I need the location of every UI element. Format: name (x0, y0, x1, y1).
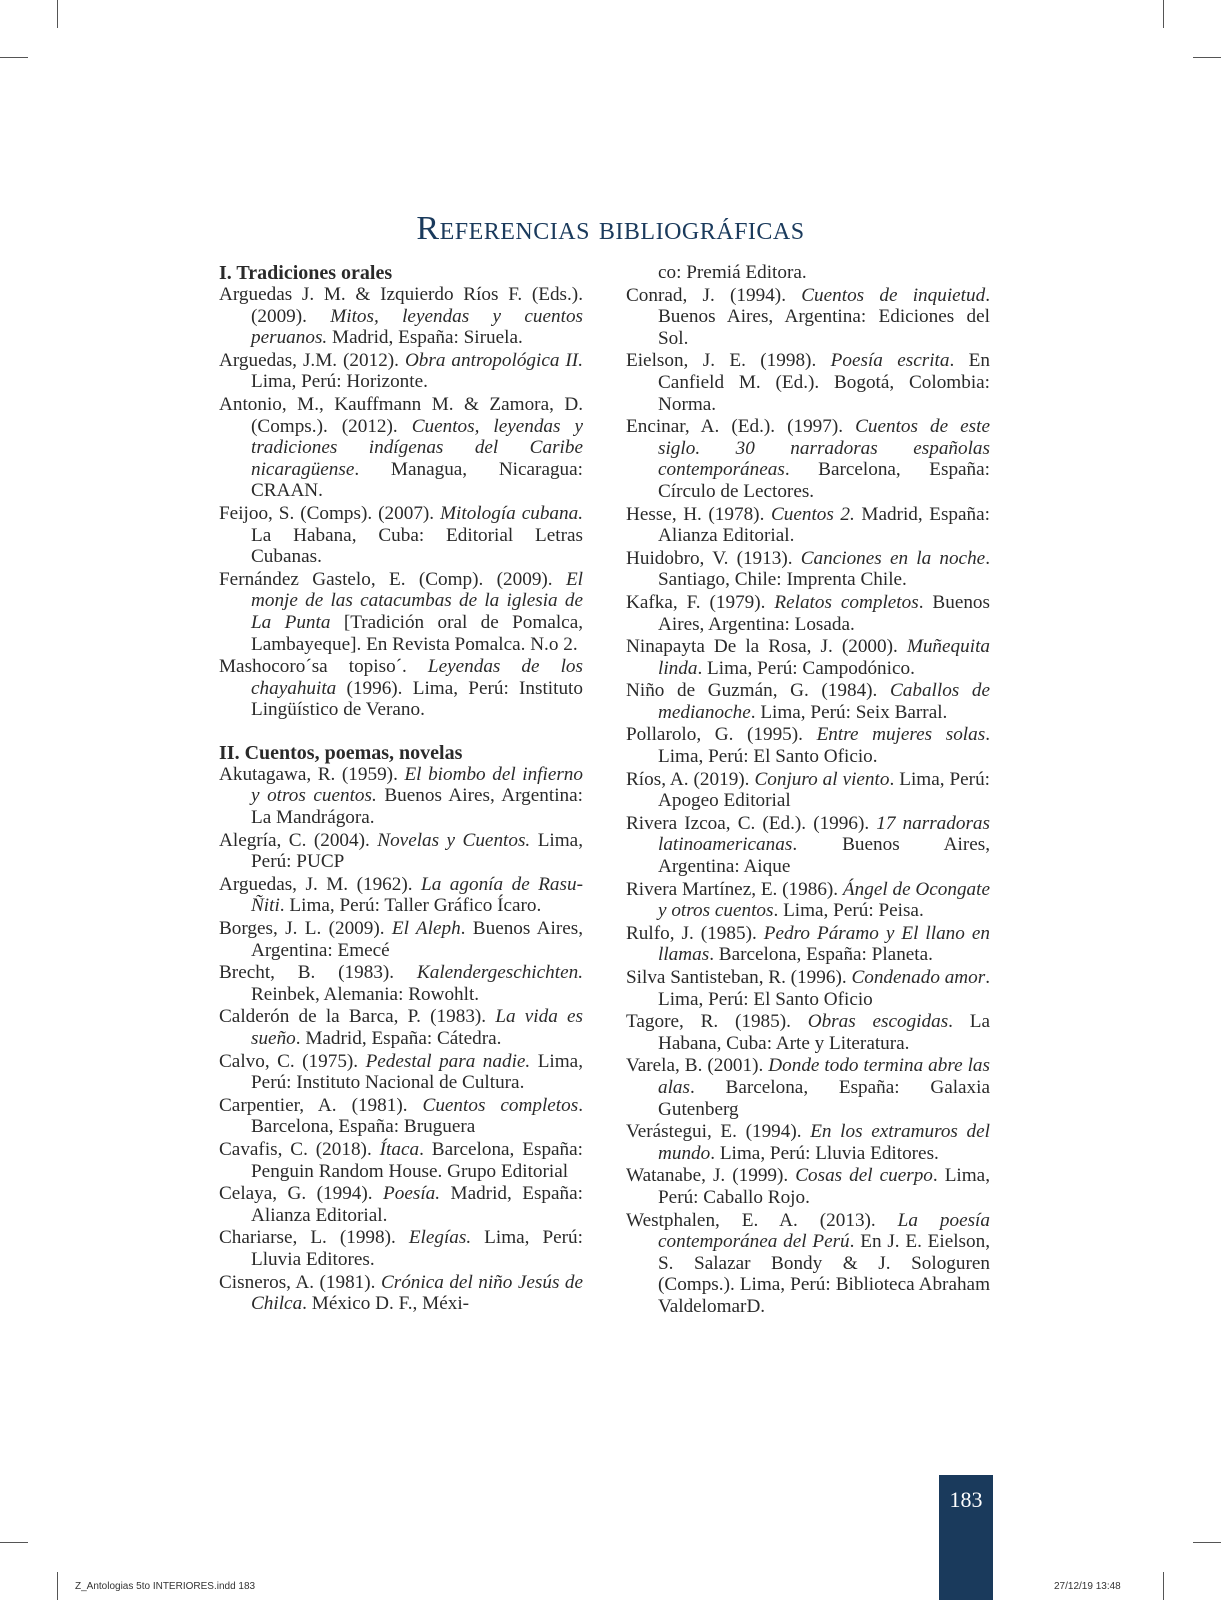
section-heading-cuentos: II. Cuentos, poemas, novelas (219, 741, 463, 764)
reference-text: . Barcelona, España: Galaxia Gutenberg (658, 1076, 990, 1120)
reference-entry (626, 813, 990, 878)
reference-entry (219, 1051, 583, 1094)
reference-text: Buenos Aires, Argentina: La Mandrágora. (251, 785, 583, 829)
reference-text: . La Habana, Cuba: Arte y Literatura. (658, 1011, 990, 1054)
reference-text: . Barcelona, España: Bruguera (251, 1094, 583, 1138)
reference-text: . Lima, Perú: Taller Gráfico Ícaro. (279, 895, 542, 917)
reference-text: Westphalen, E. A. (2013). (626, 1209, 898, 1231)
reference-title: Relatos completos (774, 591, 919, 613)
reference-title: Cuentos de inquietud (801, 284, 986, 306)
reference-title: El monje de las catacumbas de la iglesia de La Punta (251, 568, 583, 633)
reference-entry (219, 394, 583, 502)
reference-entry (626, 1121, 990, 1164)
reference-text: . Lima, Perú: El Santo Oficio (658, 967, 991, 1010)
reference-text: . Madrid, España: Cátedra. (295, 1028, 502, 1049)
reference-title: Cosas del cuerpo (795, 1165, 933, 1187)
reference-text: . Buenos Aires, Argentina: Emecé (251, 918, 583, 961)
crop-mark-left-top (0, 57, 28, 58)
reference-title: En los extramuros del mundo (658, 1121, 990, 1164)
reference-text: Watanabe, J. (1999). (626, 1165, 796, 1187)
reference-title: Pedro Páramo y El llano en llamas (658, 922, 990, 966)
reference-text: Pollarolo, G. (1995). (626, 724, 817, 746)
reference-entry (626, 416, 990, 502)
reference-title: Poesía. (383, 1183, 441, 1205)
reference-text: Madrid, España: Alianza Editorial. (251, 1183, 583, 1226)
reference-text: Fernández Gastelo, E. (Comp). (2009). (219, 568, 566, 590)
reference-entry (219, 569, 583, 655)
reference-title: La agonía de Rasu-Ñiti (251, 873, 583, 917)
cuentos-reference-list-right (626, 285, 990, 1318)
reference-text: . Buenos Aires, Argentina: Losada. (658, 591, 990, 635)
reference-entry (626, 350, 990, 415)
reference-text: Conrad, J. (1994). (626, 284, 802, 306)
reference-text: Mashocoro´sa topiso´. (219, 656, 428, 678)
reference-text: Calderón de la Barca, P. (1983). (219, 1006, 496, 1028)
reference-text: Niño de Guzmán, G. (1984). (626, 680, 890, 702)
reference-text: Antonio, M., Kauffmann M. & Zamora, D. (Comps.). (2012). (219, 393, 583, 437)
left-column (219, 262, 583, 1316)
page-title: Referencias bibliográficas (416, 210, 805, 247)
reference-title: Muñequita linda (658, 636, 990, 679)
reference-text: . Buenos Aires, Argentina: Ediciones del Sol. (658, 284, 991, 349)
reference-entry (219, 656, 583, 721)
reference-title: Cuentos completos (422, 1094, 579, 1116)
reference-text: . Buenos Aires, Argentina: Aique (658, 834, 990, 878)
reference-text: Hesse, H. (1978). (626, 503, 771, 525)
reference-text: Lima, Perú: Lluvia Editores. (251, 1227, 583, 1270)
reference-title: Novelas y Cuentos. (377, 829, 531, 851)
reference-entry (219, 1227, 583, 1270)
reference-title: El biombo del infierno y otros cuentos. (251, 763, 583, 807)
reference-entry (219, 1006, 583, 1049)
reference-entry (626, 504, 990, 547)
reference-text: . Barcelona, España: Penguin Random House. Grupo Editorial (251, 1138, 583, 1182)
reference-text: Ninapayta De la Rosa, J. (2000). (626, 636, 907, 658)
reference-title: Leyendas de los chayahuita (251, 656, 583, 699)
crop-mark-left-bottom (0, 1542, 28, 1543)
reference-text: Arguedas J. M. & Izquierdo Ríos F. (Eds.). (2009). (219, 284, 583, 327)
reference-continuation: co: Premiá Editora. (658, 262, 807, 283)
reference-entry (219, 830, 583, 873)
footer-file-info: Z_Antologias 5to INTERIORES.indd 183 (75, 1581, 256, 1592)
reference-text: Ríos, A. (2019). (626, 768, 755, 790)
reference-text: . Lima, Perú: El Santo Oficio. (658, 724, 990, 768)
reference-entry (219, 962, 583, 1005)
reference-title: La poesía contemporánea del Perú (658, 1209, 990, 1253)
reference-text: Reinbek, Alemania: Rowohlt. (251, 983, 480, 1005)
reference-entry (626, 680, 990, 723)
right-column (626, 262, 990, 1319)
reference-text: Cavafis, C. (2018). (219, 1138, 380, 1160)
reference-entry (626, 1055, 990, 1120)
crop-mark-right-top (1193, 57, 1221, 58)
reference-text: Calvo, C. (1975). (219, 1050, 366, 1072)
reference-text: Tagore, R. (1985). (626, 1011, 808, 1033)
reference-text: Celaya, G. (1994). (219, 1183, 384, 1205)
reference-text: La Habana, Cuba: Editorial Letras Cubanas. (251, 524, 583, 568)
reference-entry (626, 636, 990, 679)
reference-entry (626, 1210, 990, 1318)
reference-title: Caballos de medianoche (658, 680, 990, 723)
reference-title: Entre mujeres solas (816, 724, 986, 746)
reference-entry (626, 769, 990, 812)
reference-text: Encinar, A. (Ed.). (1997). (626, 416, 856, 438)
reference-text: . Lima, Perú: Apogeo Editorial (658, 768, 990, 812)
reference-entry (219, 1095, 583, 1138)
reference-entry (626, 1011, 990, 1054)
reference-text: Verástegui, E. (1994). (626, 1121, 811, 1143)
reference-text: Rivera Martínez, E. (1986). (626, 878, 843, 900)
reference-text: Huidobro, V. (1913). (626, 547, 801, 569)
reference-text: Silva Santisteban, R. (1996). (626, 967, 852, 988)
reference-text: Varela, B. (2001). (626, 1055, 769, 1077)
reference-text: . México D. F., Méxi- (302, 1293, 470, 1315)
reference-text: . Lima, Perú: Peisa. (773, 900, 924, 922)
reference-entry (219, 503, 583, 568)
reference-text: Borges, J. L. (2009). (219, 918, 392, 940)
reference-entry (626, 285, 990, 350)
oral-reference-list (219, 284, 583, 721)
reference-text: Feijoo, S. (Comps). (2007). (219, 502, 441, 524)
cuentos-reference-list-left (219, 764, 583, 1315)
reference-title: Conjuro al viento (754, 768, 890, 790)
reference-title: Mitos, leyendas y cuentos peruanos. (251, 305, 584, 349)
footer-timestamp: 27/12/19 13:48 (1054, 1581, 1121, 1592)
reference-text: . Lima, Perú: Seix Barral. (750, 701, 948, 723)
reference-text: . Santiago, Chile: Imprenta Chile. (658, 547, 990, 591)
reference-title: La vida es sueño (251, 1006, 583, 1049)
reference-entry (626, 879, 990, 922)
reference-entry (219, 764, 583, 829)
reference-text: Lima, Perú: PUCP (251, 829, 583, 873)
reference-title: Pedestal para nadie. (365, 1050, 531, 1072)
reference-entry (219, 1272, 583, 1315)
reference-text: Brecht, B. (1983). (219, 962, 417, 984)
reference-text: Cisneros, A. (1981). (219, 1271, 381, 1293)
reference-text: Madrid, España: Siruela. (327, 327, 523, 349)
section-heading-oral: I. Tradiciones orales (219, 262, 393, 284)
reference-title: Ángel de Ocongate y otros cuentos (658, 878, 990, 922)
reference-text: Kafka, F. (1979). (626, 591, 775, 613)
reference-entry (626, 967, 990, 1010)
reference-text: . Lima, Perú: Caballo Rojo. (658, 1165, 990, 1208)
reference-title: El Aleph (391, 918, 461, 940)
reference-entry (219, 1183, 583, 1226)
reference-entry (626, 724, 990, 767)
reference-title: Canciones en la noche (800, 547, 986, 569)
reference-text: Alegría, C. (2004). (219, 829, 378, 851)
reference-title: Cuentos 2. (770, 503, 855, 525)
reference-title: Elegías. (408, 1227, 472, 1249)
reference-entry (219, 1139, 583, 1182)
reference-text: Rulfo, J. (1985). (626, 922, 764, 944)
crop-mark-top-right (1163, 0, 1164, 28)
reference-text: . Barcelona, España: Círculo de Lectores. (658, 459, 990, 502)
reference-text: Chariarse, L. (1998). (219, 1227, 409, 1249)
reference-text: Akutagawa, R. (1959). (219, 763, 405, 785)
reference-entry (219, 350, 583, 393)
reference-text: Madrid, España: Alianza Editorial. (658, 503, 990, 547)
reference-text: Arguedas, J.M. (2012). (219, 349, 405, 371)
reference-text: (1996). Lima, Perú: Instituto Lingüístico de Verano. (251, 677, 583, 721)
reference-title: Cuentos de este siglo. 30 narradoras españolas contemporáneas (658, 416, 990, 481)
reference-text: . Managua, Nicaragua: CRAAN. (251, 458, 583, 502)
reference-text: Eielson, J. E. (1998). (626, 350, 831, 372)
reference-text: Carpentier, A. (1981). (219, 1094, 423, 1116)
reference-title: Kalendergeschichten. (416, 962, 583, 984)
reference-title: Cuentos, leyendas y tradiciones indígenas del Caribe nicaragüense (251, 415, 583, 480)
reference-text: Arguedas, J. M. (1962). (219, 873, 422, 895)
crop-mark-bottom-left (57, 1572, 58, 1600)
reference-title: Condenado amor (851, 967, 986, 988)
reference-text: . Lima, Perú: Campodónico. (697, 657, 915, 679)
reference-text: . En Canfield M. (Ed.). Bogotá, Colombia: Norma. (658, 350, 990, 415)
reference-title: Mitología cubana. (440, 502, 583, 524)
reference-entry (626, 592, 990, 635)
reference-text: Lima, Perú: Instituto Nacional de Cultura. (251, 1050, 583, 1094)
reference-text: [Tradición oral de Pomalca, Lambayeque]. En Revista Pomalca. N.o 2. (251, 611, 584, 655)
reference-title: Obras escogidas (807, 1011, 949, 1033)
reference-title: Ítaca (379, 1138, 420, 1160)
reference-title: Obra antropológica II. (404, 349, 583, 371)
reference-title: Crónica del niño Jesús de Chilca (251, 1271, 583, 1315)
crop-mark-bottom-right (1163, 1572, 1164, 1600)
reference-title: Donde todo termina abre las alas (658, 1055, 990, 1098)
crop-mark-right-bottom (1193, 1542, 1221, 1543)
reference-entry (219, 874, 583, 917)
reference-text: Rivera Izcoa, C. (Ed.). (1996). (626, 812, 877, 834)
reference-title: 17 narradoras latinoamericanas (658, 812, 990, 856)
reference-entry (219, 918, 583, 961)
reference-title: Poesía escrita (830, 350, 950, 372)
reference-entry (219, 284, 583, 349)
reference-text: . En J. E. Eielson, S. Salazar Bondy & J. Sologuren (Comps.). Lima, Perú: Biblioteca Abraham ValdelomarD. (658, 1231, 990, 1317)
reference-entry (626, 548, 990, 591)
page-number: 183 (949, 1487, 983, 1512)
reference-text: . Lima, Perú: Lluvia Editores. (710, 1142, 939, 1164)
reference-entry (626, 1165, 990, 1208)
reference-text: . Barcelona, España: Planeta. (709, 944, 933, 966)
crop-mark-top-left (57, 0, 58, 28)
reference-text: Lima, Perú: Horizonte. (251, 371, 428, 393)
reference-entry (626, 923, 990, 966)
